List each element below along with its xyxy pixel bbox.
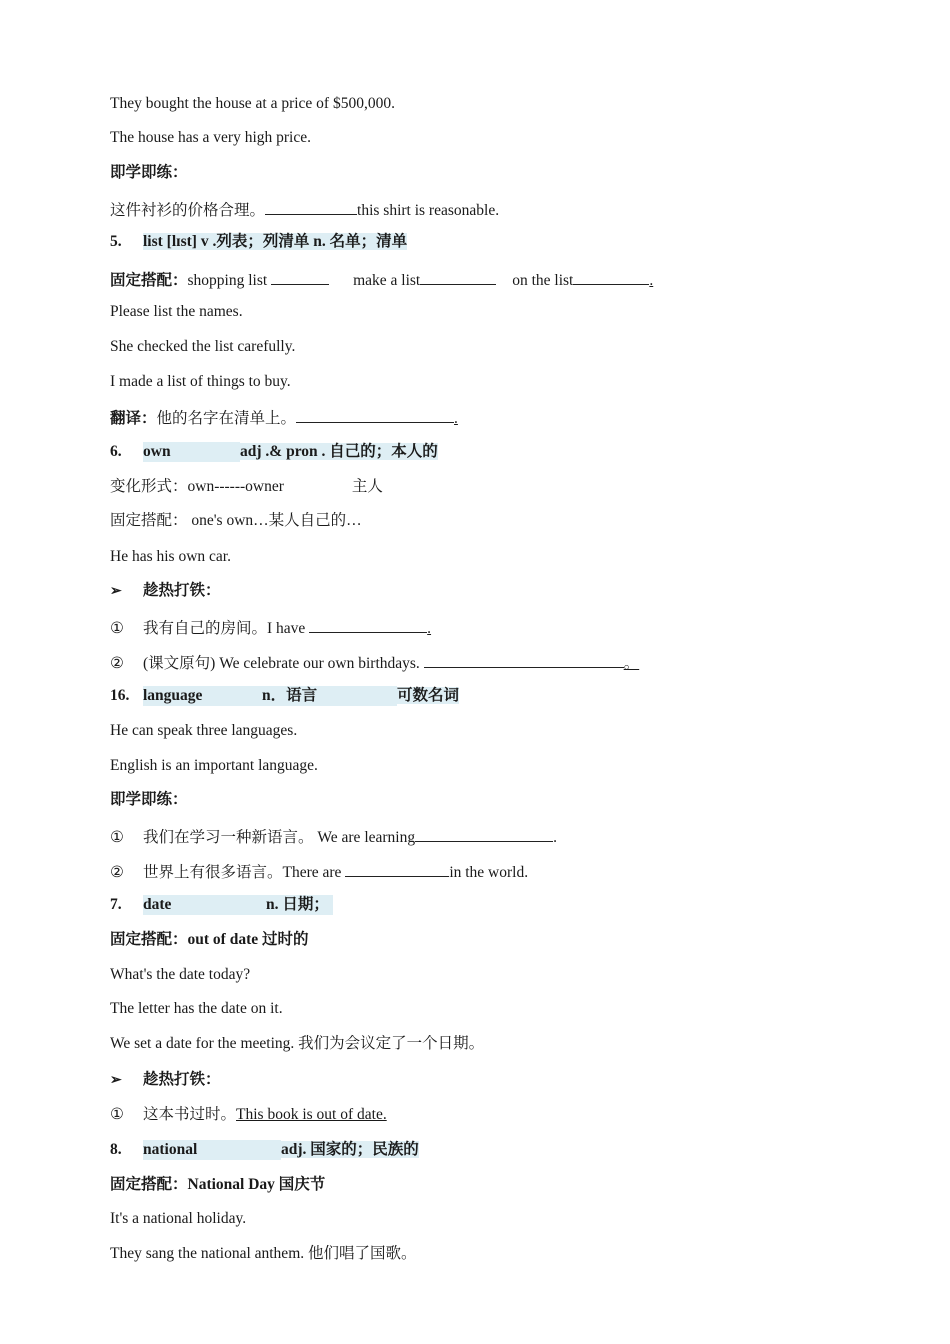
vocab-word: language [143,686,262,706]
sentence-text: Please list the names. [110,303,243,320]
vocab-definition: n. 日期； [266,895,333,915]
circled-number: ① [110,620,124,637]
vocab-header-list [110,232,407,252]
heading-text: 即学即练： [110,164,188,181]
collocation-line [110,930,308,950]
example-sentence [110,337,295,357]
sentence-text: We set a date for the meeting. 我们为会议定了一个日期。 [110,1035,485,1052]
collocation-line [110,511,362,531]
exercise-line [110,860,528,880]
practice-heading [110,1070,221,1090]
collocation-label: 固定搭配： [110,272,188,289]
example-sentence [110,756,318,776]
collocation-item: shopping list [187,272,268,289]
practice-heading [110,790,188,810]
exercise-tail: this shirt is reasonable. [357,202,500,219]
example-sentence [110,128,311,148]
heading-text: 趁热打铁： [143,582,221,599]
heading-text: 即学即练： [110,791,188,808]
exercise-line [110,616,431,636]
item-number: 7. [110,896,122,913]
arrow-bullet-icon: ➢ [110,1073,122,1088]
vocab-definition: n．语言 [262,686,397,706]
punctuation: . [454,410,458,427]
exercise-line [110,1105,387,1125]
collocation-item: on the list [512,272,574,289]
exercise-line [110,198,499,218]
sentence-text: He has his own car. [110,548,231,565]
collocation-line [110,1175,325,1195]
exercise-prompt: 世界上有很多语言。There are [143,864,342,881]
exercise-prompt: 我们在学习一种新语言。 We are learning [143,829,416,846]
circled-number: ① [110,829,124,846]
sentence-text: It's a national holiday. [110,1210,247,1227]
translation-line [110,406,458,426]
example-sentence [110,547,231,567]
example-sentence [110,999,283,1019]
arrow-bullet-icon: ➢ [110,584,122,599]
answer-blank[interactable] [271,268,329,285]
vocab-entry: list [lɪst] v .列表；列清单 n. 名单；清单 [143,233,408,250]
vocab-word: date [143,895,266,915]
example-sentence [110,965,250,985]
answer-blank[interactable] [420,268,496,285]
vocab-definition: adj .& pron . 自己的；本人的 [240,443,438,460]
example-sentence [110,1034,484,1054]
answer-blank[interactable] [573,268,649,285]
exercise-line [110,651,639,671]
vocab-definition: adj. 国家的；民族的 [281,1141,419,1158]
answer-blank[interactable] [309,616,427,633]
translation-label: 翻译： [110,410,157,427]
practice-heading [110,581,221,601]
exercise-answer: This book is out of date. [236,1106,387,1123]
example-sentence [110,372,291,392]
example-sentence [110,302,243,322]
collocation-text: 固定搭配：National Day 国庆节 [110,1176,326,1193]
exercise-prompt: (课文原句) We celebrate our own birthdays. [143,655,420,672]
vocab-header-language [110,686,459,706]
sentence-text: He can speak three languages. [110,722,298,739]
vocab-word: national [143,1140,281,1160]
word-forms: 变化形式：own------owner [110,478,284,495]
sentence-text: The house has a very high price. [110,129,312,146]
word-forms-line [110,477,383,497]
example-sentence [110,1209,246,1229]
sentence-text: The letter has the date on it. [110,1000,283,1017]
vocab-header-national [110,1140,419,1160]
answer-blank[interactable] [345,860,449,877]
example-sentence [110,1244,417,1264]
translation-prompt: 他的名字在清单上。 [156,410,297,427]
collocation-text: 固定搭配：out of date 过时的 [110,931,309,948]
punctuation: 。 [623,655,640,672]
sentence-text: I made a list of things to buy. [110,373,291,390]
vocab-note: 可数名词 [397,687,460,704]
sentence-text: They sang the national anthem. 他们唱了国歌。 [110,1245,417,1262]
collocation-line [110,268,653,288]
exercise-line [110,825,557,845]
collocation-text: 固定搭配： one's own…某人自己的… [110,512,362,529]
exercise-prompt: 我有自己的房间。I have [143,620,306,637]
item-number: 8. [110,1141,122,1158]
item-number: 6. [110,443,122,460]
vocab-header-date [110,895,333,915]
heading-text: 趁热打铁： [143,1071,221,1088]
practice-heading [110,163,188,183]
circled-number: ① [110,1106,124,1123]
punctuation: . [553,829,557,846]
answer-blank[interactable] [424,651,624,668]
sentence-text: What's the date today? [110,966,251,983]
vocab-word: own [143,442,240,462]
sentence-text: She checked the list carefully. [110,338,296,355]
vocab-header-own [110,442,438,462]
punctuation: . [649,272,654,289]
answer-blank[interactable] [265,198,357,215]
answer-blank[interactable] [415,825,553,842]
item-number: 5. [110,233,122,250]
example-sentence [110,94,395,114]
collocation-item: make a list [353,272,421,289]
exercise-prompt: 这件衬衫的价格合理。 [110,202,266,219]
circled-number: ② [110,864,124,881]
exercise-prompt: 这本书过时。 [143,1106,237,1123]
exercise-tail: in the world. [449,864,529,881]
answer-blank[interactable] [296,406,454,423]
item-number: 16. [110,687,130,704]
sentence-text: They bought the house at a price of $500,000. [110,95,395,112]
example-sentence [110,721,297,741]
circled-number: ② [110,655,124,672]
sentence-text: English is an important language. [110,757,318,774]
punctuation: . [427,620,432,637]
word-forms-meaning: 主人 [351,478,383,495]
